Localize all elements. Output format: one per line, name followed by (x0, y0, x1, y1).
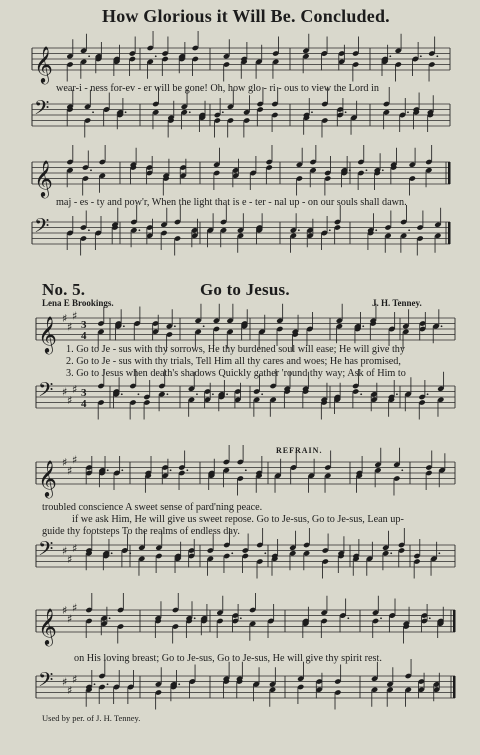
time-signature-top: 3 (81, 387, 87, 399)
bass-clef-icon: 𝄢 (38, 378, 54, 406)
song-title: Go to Jesus. (200, 280, 290, 299)
sharp-icon: ♯ (67, 393, 73, 407)
sharp-icon: ♯ (62, 385, 68, 399)
sharp-icon: ♯ (67, 552, 73, 566)
time-signature-top: 3 (81, 319, 87, 331)
sharp-icon: ♯ (67, 683, 73, 697)
bass-clef-icon: 𝄢 (38, 537, 54, 565)
treble-clef-icon: 𝄞 (38, 459, 57, 497)
treble-clef-icon: 𝄞 (38, 607, 57, 645)
final-bar-line (453, 676, 456, 698)
sharp-icon: ♯ (72, 541, 78, 555)
sharp-icon: ♯ (62, 456, 68, 469)
refrain-line-3: guide thy footsteps To the realms of endless day. (42, 526, 240, 537)
verse-3: 3. Go to Jesus when death's shadows Quickly gather 'round thy way; Ask of Him to (66, 368, 406, 379)
refrain-line-4: on His loving breast; Go to Je-sus, Go to Je-sus, He will give thy spirit rest. (74, 653, 382, 664)
author-credit: Lena E Brookings. (42, 298, 114, 308)
sharp-icon: ♯ (67, 612, 73, 626)
dot (94, 683, 96, 685)
sharp-icon: ♯ (62, 675, 68, 689)
sharp-icon: ♯ (62, 604, 68, 617)
sharp-icon: ♯ (72, 382, 78, 396)
refrain-line-1: troubled conscience A sweet sense of pard'ning peace. (42, 502, 263, 513)
verse-2: 2. Go to Je - sus with thy trials, Tell Him all thy cares and woes; He has promised, (66, 356, 401, 367)
footer-credit: Used by per. of J. H. Tenney. (42, 713, 141, 723)
sharp-icon: ♯ (62, 544, 68, 558)
sharp-icon: ♯ (72, 672, 78, 686)
sharp-icon: ♯ (72, 309, 78, 323)
time-signature-bottom: 4 (81, 398, 87, 410)
lyric-line-1: wear-i - ness for-ev - er will be gone! Oh, how glo - ri - ous to view the Lord in (56, 83, 379, 94)
bass-clef-icon: 𝄢 (38, 668, 54, 696)
sharp-icon: ♯ (72, 601, 78, 615)
sharp-icon: ♯ (62, 312, 68, 325)
bass-clef-icon: 𝄢 (34, 96, 50, 124)
verse-1: 1. Go to Je - sus with thy sorrows, He thy burdened soul will ease; He will give thy (66, 344, 405, 355)
continued-hymn-title: How Glorious it Will Be. Concluded. (102, 6, 390, 26)
time-signature-bottom: 4 (81, 330, 87, 342)
bass-clef-icon: 𝄢 (34, 214, 50, 242)
treble-clef-icon: 𝄞 (34, 159, 53, 197)
refrain-label: REFRAIN. (276, 446, 323, 455)
lyric-line-2: maj - es - ty and pow'r, When the light that is e - ter - nal up - on our souls shall dawn. (56, 197, 407, 208)
composer-credit: J. H. Tenney. (372, 298, 422, 308)
dot (178, 683, 180, 685)
sharp-icon: ♯ (72, 453, 78, 467)
sharp-icon: ♯ (67, 464, 73, 478)
treble-clef-icon: 𝄞 (34, 45, 53, 83)
song-number: No. 5. (42, 280, 86, 299)
refrain-line-2: if we ask Him, He will give us sweet repose. Go to Je-sus, Go to Je-sus, Lean up- (72, 514, 404, 525)
sharp-icon: ♯ (67, 320, 73, 334)
dot (107, 683, 109, 685)
treble-clef-icon: 𝄞 (38, 315, 57, 353)
